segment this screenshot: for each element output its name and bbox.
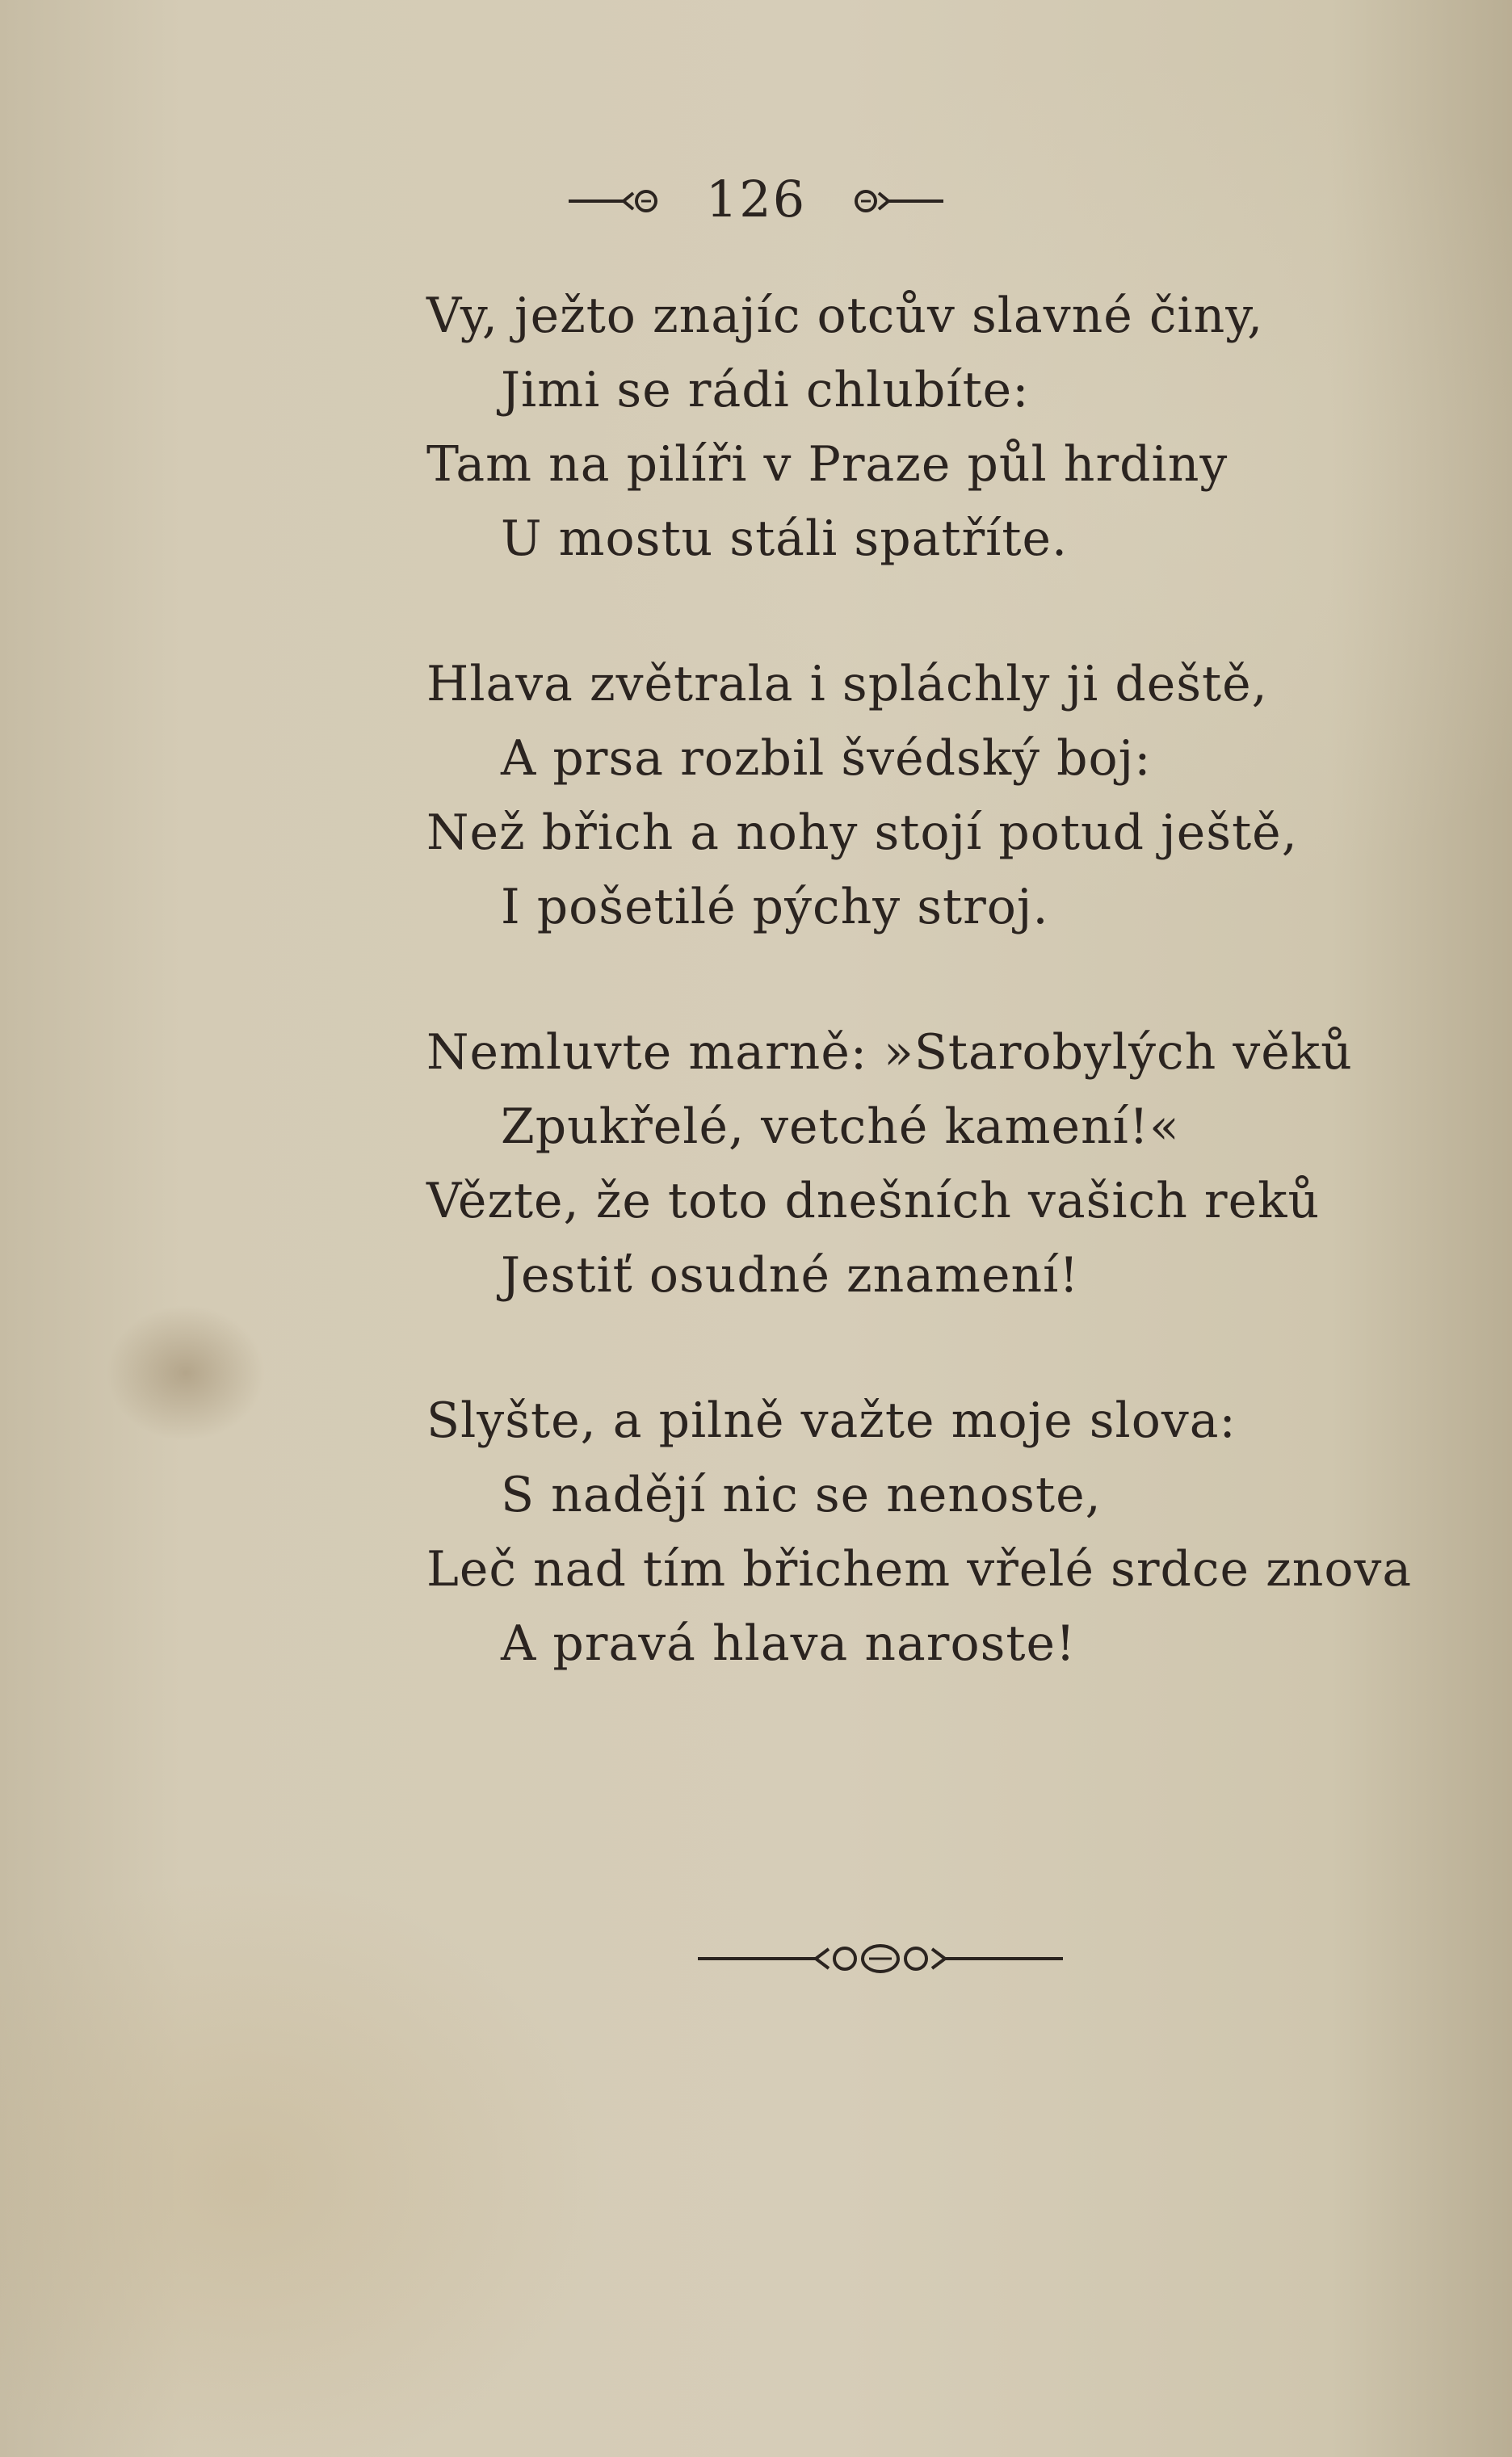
- poem-line: Vy, ježto znajíc otcův slavné činy,: [426, 288, 1264, 344]
- page-number: 126: [705, 170, 807, 229]
- poem-line: Jimi se rádi chlubíte:: [501, 362, 1030, 418]
- stanza-1: [426, 279, 1444, 576]
- poem-line: U mostu stáli spatříte.: [501, 510, 1069, 567]
- poem-line: I pošetilé pýchy stroj.: [501, 879, 1049, 935]
- stanza-2: [426, 647, 1444, 944]
- tailpiece-ornament-icon: [695, 1934, 1066, 1983]
- poem-line: Nemluvte marně: »Starobylých věků: [426, 1024, 1353, 1081]
- poem-line: Hlava zvětrala i spláchly ji deště,: [426, 656, 1268, 712]
- poem-line: Slyšte, a pilně važte moje slova:: [426, 1392, 1237, 1449]
- poem: [426, 279, 1444, 1752]
- page-header: [0, 166, 1512, 229]
- poem-line: Vězte, že toto dnešních vašich reků: [426, 1173, 1321, 1229]
- poem-line: A prsa rozbil švédský boj:: [501, 730, 1152, 787]
- poem-line: Zpukřelé, vetché kamení!«: [501, 1098, 1180, 1155]
- poem-line: Tam na pilíři v Praze půl hrdiny: [426, 436, 1228, 493]
- poem-line: Než břich a nohy stojí potud ještě,: [426, 804, 1298, 861]
- ornament-right-icon: [848, 183, 945, 216]
- ornament-left-icon: [567, 183, 664, 216]
- poem-line: S nadějí nic se nenoste,: [501, 1467, 1102, 1523]
- poem-line: Leč nad tím břichem vřelé srdce znova: [426, 1541, 1413, 1598]
- poem-line: A pravá hlava naroste!: [501, 1615, 1077, 1672]
- stanza-4: [426, 1384, 1444, 1681]
- poem-line: Jestiť osudné znamení!: [501, 1247, 1080, 1304]
- stanza-3: [426, 1015, 1444, 1312]
